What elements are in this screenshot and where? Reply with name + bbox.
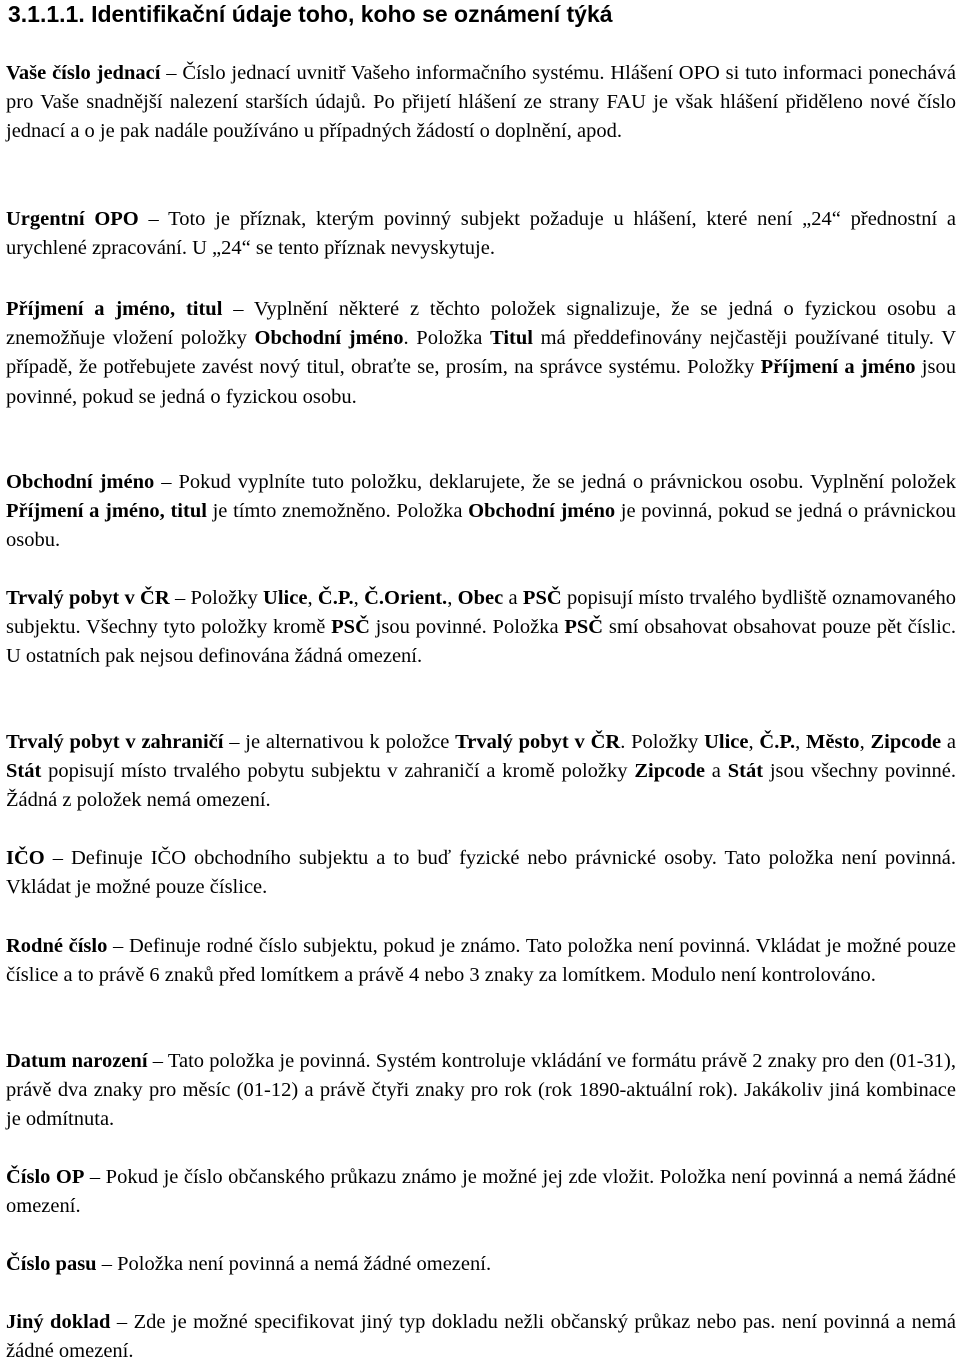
term-rodne-cislo: Rodné číslo	[6, 935, 108, 957]
paragraph-urgentni-opo: Urgentní OPO – Toto je příznak, kterým povinný subjekt požaduje u hlášení, které není „24“ přednostní a urychlené zpracování. U „24“ se tento příznak nevyskytuje.	[6, 208, 957, 260]
term-trvaly-pobyt-cr: Trvalý pobyt v ČR	[6, 587, 170, 609]
term-urgentni-opo: Urgentní OPO	[6, 208, 139, 230]
paragraph-rodne-cislo: Rodné číslo – Definuje rodné číslo subjektu, pokud je známo. Tato položka není povinná. Vkládat je možné pouze číslice a to právě 6 znaků před lomítkem a právě 4 nebo 3 znaky za lomítkem. Modulo není kontrolováno.	[6, 935, 956, 987]
paragraph-trvaly-pobyt-cr: Trvalý pobyt v ČR – Položky Ulice, Č.P., Č.Orient., Obec a PSČ popisují místo trvalého bydliště oznamovaného subjektu. Všechny tyto položky kromě PSČ jsou povinné. Položka PSČ smí obsahovat obsahovat pouze pět číslic. U ostatních pak nejsou definována žádná omezení.	[6, 587, 957, 668]
term-cislo-pasu: Číslo pasu	[6, 1253, 97, 1275]
term-trvaly-pobyt-zahranici: Trvalý pobyt v zahraničí	[6, 731, 224, 753]
paragraph-trvaly-pobyt-zahranici: Trvalý pobyt v zahraničí – je alternativou k položce Trvalý pobyt v ČR. Položky Ulice, Č.P., Město, Zipcode a Stát popisují místo trvalého pobytu subjektu v zahraničí a kromě položky Zipcode a Stát jsou všechny povinné. Žádná z položek nemá omezení.	[6, 731, 956, 812]
term-datum-narozeni: Datum narození	[6, 1050, 148, 1072]
paragraph-prijmeni-jmeno: Příjmení a jméno, titul – Vyplnění některé z těchto položek signalizuje, že se jedná o fyzickou osobu a znemožňuje vložení položky Obchodní jméno. Položka Titul má předdefinovány nejčastěji používané tituly. V případě, že potřebujete zavést nový titul, obraťte se, prosím, na správce systému. Položky Příjmení a jméno jsou povinné, pokud se jedná o fyzickou osobu.	[6, 298, 957, 408]
paragraph-vase-cislo-jednaci: Vaše číslo jednací – Číslo jednací uvnitř Vašeho informačního systému. Hlášení OPO si tuto informaci ponechává pro Vaše snadnější nalezení starších údajů. Po přijetí hlášení ze strany FAU je však hlášení přiděleno nové číslo jednací a o je pak nadále používáno u případných žádostí o doplnění, apod.	[6, 62, 956, 143]
term-vase-cislo-jednaci: Vaše číslo jednací	[6, 62, 161, 84]
paragraph-obchodni-jmeno: Obchodní jméno – Pokud vyplníte tuto položku, deklarujete, že se jedná o právnickou osobu. Vyplnění položek Příjmení a jméno, titul je tímto znemožněno. Položka Obchodní jméno je povinná, pokud se jedná o právnickou osobu.	[6, 471, 957, 552]
term-cislo-op: Číslo OP	[6, 1166, 85, 1188]
paragraph-ico: IČO – Definuje IČO obchodního subjektu a to buď fyzické nebo právnické osoby. Tato položka není povinná. Vkládat je možné pouze číslice.	[6, 847, 956, 899]
paragraph-cislo-op: Číslo OP – Pokud je číslo občanského průkazu známo je možné jej zde vložit. Položka není povinná a nemá žádné omezení.	[6, 1166, 956, 1218]
paragraph-cislo-pasu: Číslo pasu – Položka není povinná a nemá žádné omezení.	[6, 1253, 492, 1275]
term-obchodni-jmeno: Obchodní jméno	[6, 471, 155, 493]
term-ico: IČO	[6, 847, 45, 869]
paragraph-jiny-doklad: Jiný doklad – Zde je možné specifikovat jiný typ dokladu nežli občanský průkaz nebo pas. není povinná a nemá žádné omezení.	[6, 1311, 956, 1363]
term-jiny-doklad: Jiný doklad	[6, 1311, 111, 1333]
section-heading: 3.1.1.1. Identifikační údaje toho, koho se oznámení týká	[8, 1, 613, 27]
term-prijmeni-jmeno-titul: Příjmení a jméno, titul	[6, 298, 223, 320]
paragraph-datum-narozeni: Datum narození – Tato položka je povinná. Systém kontroluje vkládání ve formátu právě 2 znaky pro den (01-31), právě dva znaky pro měsíc (01-12) a právě čtyři znaky pro rok (rok 1890-aktuální rok). Jakákoliv jiná kombinace je odmítnuta.	[6, 1050, 956, 1131]
